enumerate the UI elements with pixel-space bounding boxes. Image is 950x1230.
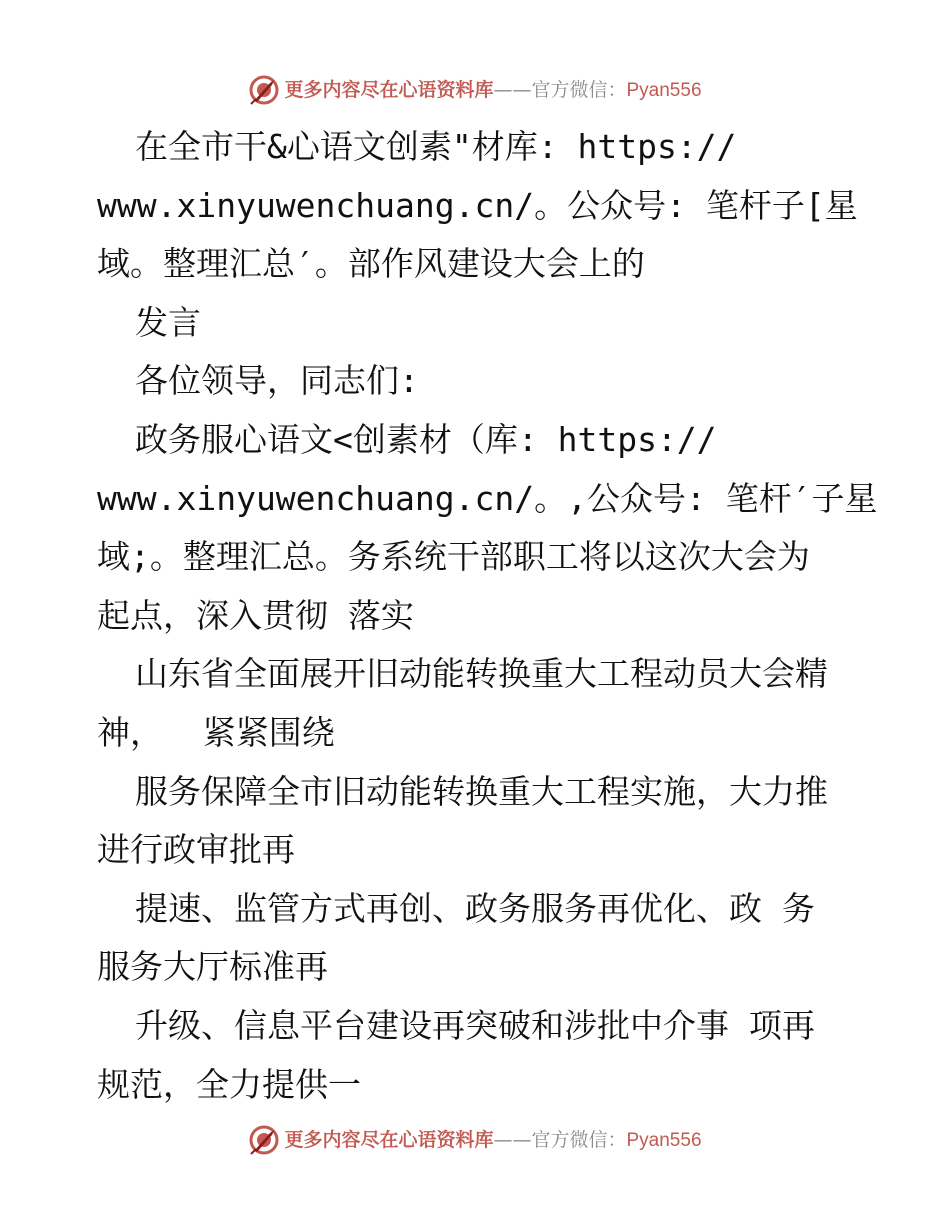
text-line: 升级、信息平台建设再突破和涉批中介事 项再 (135, 1005, 815, 1045)
text-line: 起点，深入贯彻 落实 (97, 595, 414, 635)
text-line: www.xinyuwenchuang.cn/。,公众号: 笔杆′子星 (97, 478, 878, 518)
text-line: 服务保障全市旧动能转换重大工程实施，大力推 (135, 771, 828, 811)
banner-title: 更多内容尽在心语资料库 (284, 78, 494, 101)
banner-title: 更多内容尽在心语资料库 (284, 1128, 494, 1151)
banner-wechat-label: 官方微信： (531, 78, 627, 101)
text-line: 神， 紧紧围绕 (97, 712, 335, 752)
banner-separator: —— (493, 78, 532, 101)
text-line: 各位领导，同志们: (135, 361, 419, 401)
text-line: 域。整理汇总′。部作风建设大会上的 (97, 244, 645, 284)
banner-wechat-id: Pyan556 (626, 1129, 702, 1151)
text-line: 在全市干&心语文创素"材库: https:// (135, 127, 737, 166)
header-banner (0, 70, 950, 110)
pen-circle-logo-icon (248, 74, 280, 106)
footer-banner (0, 1120, 950, 1160)
text-line: 山东省全面展开旧动能转换重大工程动员大会精 (135, 654, 828, 694)
text-line: 发言 (135, 302, 201, 342)
banner-wechat-label: 官方微信： (531, 1128, 627, 1151)
text-line: 域;。整理汇总。务系统干部职工将以这次大会为 (97, 537, 810, 577)
text-line: 进行政审批再 (97, 830, 295, 870)
banner-separator: —— (493, 1128, 532, 1151)
text-line: 政务服心语文<创素材（库: https:// (135, 419, 717, 459)
banner-wechat-id: Pyan556 (626, 79, 702, 101)
pen-circle-logo-icon (248, 1124, 280, 1156)
document-body (97, 118, 878, 1114)
text-line: www.xinyuwenchuang.cn/。公众号: 笔杆子[星 (97, 185, 858, 225)
text-line: 规范，全力提供一 (97, 1064, 361, 1104)
text-line: 提速、监管方式再创、政务服务再优化、政 务 (135, 888, 815, 928)
text-line: 服务大厅标准再 (97, 947, 328, 987)
